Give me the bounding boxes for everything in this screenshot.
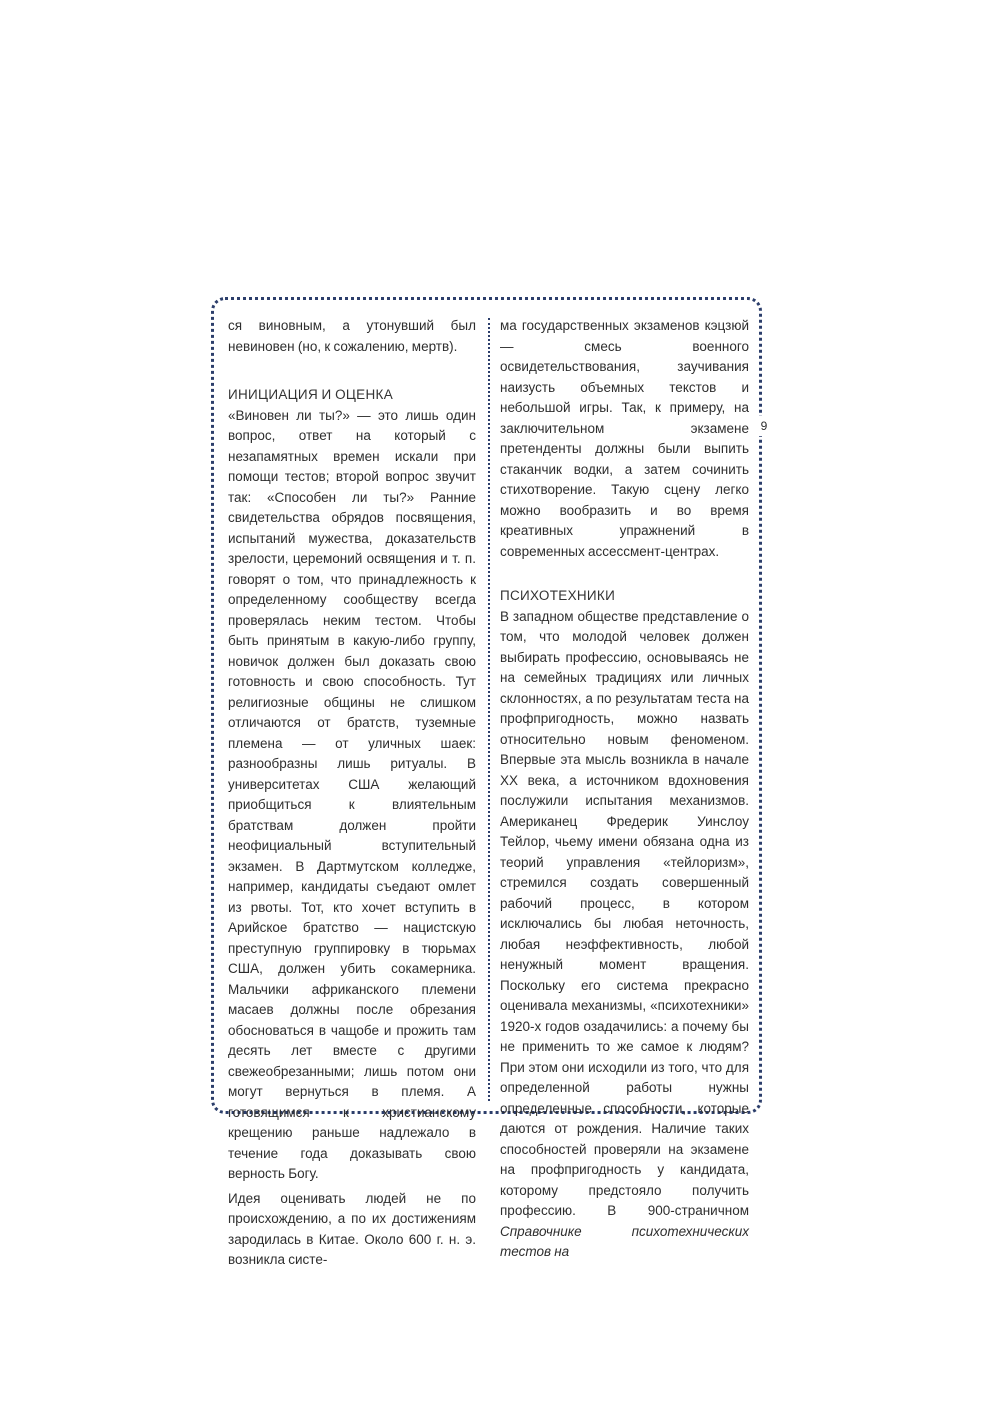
left-intro-paragraph: ся виновным, а утонувший был невиновен (но, к сожалению, мертв).	[228, 318, 476, 354]
section-heading-psychotechnics: ПСИХОТЕХНИКИ	[500, 588, 616, 603]
right-paragraph-2	[500, 607, 749, 1263]
right-column	[500, 316, 749, 1267]
page-number: 9	[757, 416, 771, 436]
book-title-italic: Справочнике психотехнических тестов на	[500, 1223, 749, 1259]
left-paragraph-1: «Виновен ли ты?» — это лишь один вопрос, ответ на который с незапамятных времен искали при помощи тестов; второй вопрос звучит так: «Способен ли ты?» Ранние свидетельства обрядов посвящения, испытаний мужества, доказательств зрелости, церемоний освящения и т. п. говорят о том, что принадлежность к определенному сообществу всегда проверялась неким тестом. Чтобы быть принятым в какую-либо группу, новичок должен был доказать свою готовность и свою способность. Тут религиозные общины не слишком отличаются от братств, туземные племена — от уличных шаек: разнообразны лишь ритуалы. В университетах США желающий приобщиться к влиятельным братствам должен пройти неофициальный вступительный экзамен. В Дартмутском колледже, например, кандидаты съедают омлет из рвоты. Тот, кто хочет вступить в Арийское братство — нацистскую преступную группировку в тюрьмах США, должен убить сокамерника. Мальчики африканского племени масаев должны после обрезания обосноваться в чащобе и прожить там десять лет вместе с другими свежеобрезанными; лишь потом они могут вернуться в племя. А готовящимся к христианскому крещению раньше надлежало в течение года доказывать свою верность Богу.	[228, 407, 476, 1181]
left-column	[228, 316, 476, 1275]
section-heading-initiation: ИНИЦИАЦИЯ И ОЦЕНКА	[228, 387, 394, 402]
column-divider	[488, 318, 490, 1101]
right-paragraph-1: ма государственных экзаменов кэцзюй — смесь военного освидетельствования, заучивания наизусть объемных текстов и небольшой игры. Так, к примеру, на заключительном экзамене претенденты должны были выпить стаканчик водки, а затем сочинить стихотворение. Такую сцену легко можно вообразить и во время креативных упражнений в современных ассессмент-центрах.	[500, 318, 749, 559]
left-paragraph-2: Идея оценивать людей не по происхождению, а по их достижениям зародилась в Китае. Около 600 г. н. э. возникла систе-	[228, 1190, 476, 1267]
right-paragraph-2-text: В западном обществе представление о том, что молодой человек должен выбирать профессию, основываясь не на семейных традициях или личных склонностях, а по результатам теста на профпригодность, можно назвать относительно новым феноменом. Впервые эта мысль возникла в начале XX века, а источником вдохновения послужили испытания механизмов. Американец Фредерик Уинслоу Тейлор, чьему имени обязана одна из теорий управления «тейлоризм», стремился создать совершенный рабочий процесс, в котором исключались бы любая неточность, любая неэффективность, любой ненужный момент вращения. Поскольку его система прекрасно оценивала механизмы, «психотехники» 1920-х годов озадачились: а почему бы не применить то же самое к людям? При этом они исходили из того, что для определенной работы нужны определенные способности, которые даются от рождения. Наличие таких способностей проверяли на экзамене на профпригодность у кандидата, которому предстояло получить профессию. В 900-страничном	[500, 608, 749, 1218]
